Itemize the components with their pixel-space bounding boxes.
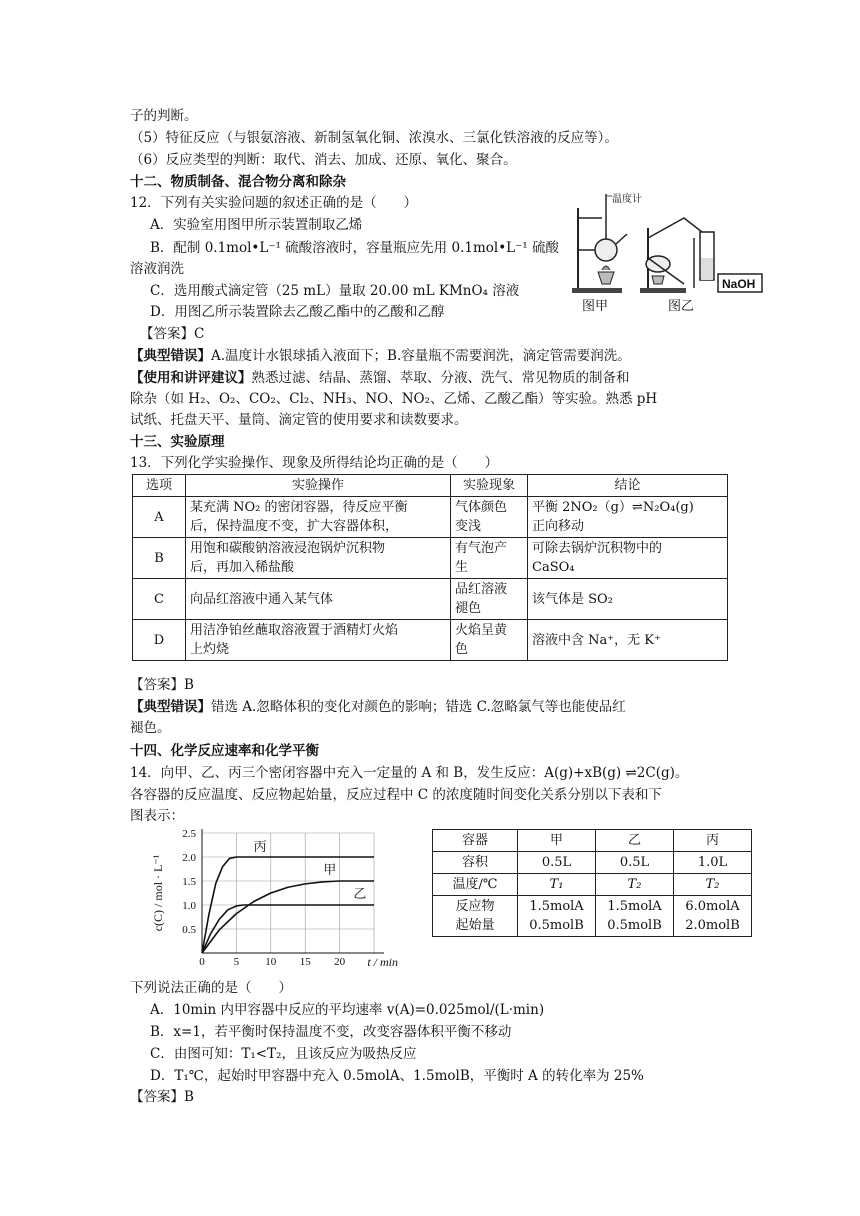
cell-text: 火焰呈黄 (455, 623, 508, 638)
typical-error-13 (130, 697, 626, 717)
apparatus-figure (572, 188, 768, 318)
table-row (133, 538, 728, 579)
experiment-table (132, 474, 728, 661)
conclusion-cell (528, 620, 728, 661)
cell-text: 上灼烧 (190, 642, 230, 657)
cell-text: 品红溶液 (455, 582, 508, 597)
table-cell (674, 896, 752, 937)
cell-text: 反应物 (455, 899, 495, 914)
cell-text: CaSO₄ (532, 560, 575, 575)
option-a: A．10min 内甲容器中反应的平均速率 v(A)=0.025mol/(L·min) (150, 1002, 545, 1018)
advice-line-3: 试纸、托盘天平、量筒、滴定管的使用要求和读数要求。 (130, 412, 468, 428)
option-c: C．由图可知：T₁<T₂，且该反应为吸热反应 (150, 1046, 417, 1062)
phenomenon-cell (451, 579, 528, 620)
x-tick-label: 5 (233, 956, 240, 968)
section-heading: 十二、物质制备、混合物分离和除杂 (130, 174, 346, 190)
cell-text: 后，再加入稀盐酸 (190, 560, 295, 575)
flask-icon (595, 239, 617, 261)
cell-text: 褪色 (455, 601, 482, 616)
series-label: 甲 (323, 863, 337, 878)
advice-line-2: 除杂（如 H₂、O₂、CO₂、Cl₂、NH₃、NO、NO₂、乙烯、乙酸乙酯）等实验。熟悉 pH (130, 391, 658, 407)
x-tick-label: 10 (265, 956, 277, 968)
table-cell: T₁ (518, 874, 596, 896)
cell-text: 1.5molA (607, 899, 662, 914)
y-tick-label: 2.0 (182, 852, 196, 864)
header-cell: 选项 (133, 475, 186, 497)
option-cell: B (133, 538, 186, 579)
table-row (133, 497, 728, 538)
table-cell: 温度/℃ (433, 874, 518, 896)
cell-text: 2.0molB (685, 918, 740, 933)
series-line (202, 881, 374, 953)
y-axis-label: c(C) / mol · L⁻¹ (151, 854, 165, 932)
table-cell: 乙 (596, 830, 674, 852)
error-label: 【典型错误】 (130, 348, 211, 364)
typical-error-12 (130, 346, 631, 366)
table-row (433, 874, 752, 896)
operation-cell (186, 579, 451, 620)
table-row (433, 830, 752, 852)
cell-text: 用饱和碳酸钠溶液浸泡锅炉沉积物 (190, 541, 386, 556)
cell-text: 正向移动 (532, 519, 585, 534)
table-row (133, 579, 728, 620)
cell-text: 气体颜色 (455, 500, 508, 515)
conclusion-cell (528, 497, 728, 538)
container-table (432, 829, 752, 937)
table-cell: 容积 (433, 852, 518, 874)
cell-text: 用洁净铂丝蘸取溶液置于酒精灯火焰 (190, 623, 399, 638)
text-line: （5）特征反应（与银氨溶液、新制氢氧化铜、浓溴水、三氯化铁溶液的反应等）。 (130, 130, 618, 146)
option-cell: A (133, 497, 186, 538)
option-c: C．选用酸式滴定管（25 mL）量取 20.00 mL KMnO₄ 溶液 (150, 283, 520, 299)
table-cell: 甲 (518, 830, 596, 852)
table-cell: 容器 (433, 830, 518, 852)
option-d: D．用图乙所示装置除去乙酸乙酯中的乙酸和乙醇 (150, 304, 445, 320)
cell-text: 起始量 (455, 918, 495, 933)
question-13: 13．下列化学实验操作、现象及所得结论均正确的是（ ） (130, 455, 499, 471)
section-heading: 十四、化学反应速率和化学平衡 (130, 743, 319, 759)
phenomenon-cell (451, 497, 528, 538)
answer-13: 【答案】B (130, 677, 194, 693)
text-line: （6）反应类型的判断：取代、消去、加成、还原、氧化、聚合。 (130, 152, 517, 168)
naoh-label: NaOH (722, 277, 756, 291)
table-cell (433, 896, 518, 937)
header-cell: 实验操作 (186, 475, 451, 497)
y-tick-label: 1.0 (182, 900, 196, 912)
operation-cell (186, 620, 451, 661)
question-stem: 下列说法正确的是（ ） (130, 980, 292, 996)
option-b: B．x=1，若平衡时保持温度不变，改变容器体积平衡不移动 (150, 1024, 512, 1040)
option-b: B．配制 0.1mol•L⁻¹ 硫酸溶液时，容量瓶应先用 0.1mol•L⁻¹ 硫酸 (150, 240, 559, 256)
cell-text: 色 (455, 642, 469, 657)
table-cell: T₂ (674, 874, 752, 896)
cell-text: 1.5molA (529, 899, 584, 914)
table-cell: 1.0L (674, 852, 752, 874)
x-tick-label: 0 (199, 956, 205, 968)
cell-text: 6.0molA (685, 899, 740, 914)
cell-text: 有气泡产 (455, 541, 508, 556)
advice-text: 熟悉过滤、结晶、蒸馏、萃取、分液、洗气、常见物质的制备和 (251, 370, 630, 386)
thermometer-label: 温度计 (612, 194, 642, 205)
table-cell: T₂ (596, 874, 674, 896)
conclusion-cell (528, 538, 728, 579)
x-tick-label: 20 (334, 956, 346, 968)
advice-line-1 (130, 368, 630, 388)
x-tick-label: 15 (299, 956, 311, 968)
option-cell: D (133, 620, 186, 661)
y-tick-label: 2.5 (182, 828, 196, 840)
phenomenon-cell (451, 538, 528, 579)
table-row (433, 896, 752, 937)
concentration-chart (146, 824, 400, 972)
cell-text: 生 (455, 560, 469, 575)
answer-14: 【答案】B (130, 1089, 194, 1105)
phenomenon-cell (451, 620, 528, 661)
option-cell: C (133, 579, 186, 620)
error-text-cont: 褪色。 (130, 720, 171, 736)
table-cell (518, 896, 596, 937)
series-label: 乙 (353, 887, 367, 902)
conclusion-cell (528, 579, 728, 620)
text-line: 子的判断。 (130, 108, 198, 124)
table-row (433, 852, 752, 874)
cell-text: 可除去锅炉沉积物中的 (532, 541, 663, 556)
figure-jia-label: 图甲 (582, 299, 609, 314)
error-text: 错选 A.忽略体积的变化对颜色的影响；错选 C.忽略氯气等也能使品红 (211, 699, 626, 715)
cell-text: 平衡 2NO₂（g）⇌N₂O₄(g) (532, 500, 694, 515)
cell-text: 该气体是 SO₂ (532, 591, 613, 607)
cell-text: 后，保持温度不变，扩大容器体积， (190, 519, 399, 534)
cell-text: 变浅 (455, 519, 482, 534)
table-cell: 丙 (674, 830, 752, 852)
cell-text: 0.5molB (529, 918, 584, 933)
table-cell: 0.5L (596, 852, 674, 874)
option-b-cont: 溶液润洗 (130, 261, 184, 277)
option-d: D．T₁℃，起始时甲容器中充入 0.5molA、1.5molB，平衡时 A 的转化率为 25% (150, 1068, 644, 1084)
answer-12: 【答案】C (140, 326, 205, 342)
section-heading: 十三、实验原理 (130, 434, 225, 450)
cell-text: 溶液中含 Na⁺，无 K⁺ (532, 632, 661, 648)
series-label: 丙 (253, 840, 267, 855)
operation-cell (186, 538, 451, 579)
table-cell (596, 896, 674, 937)
question-14: 14．向甲、乙、丙三个密闭容器中充入一定量的 A 和 B，发生反应：A(g)+xB(g) ⇌2C(g)。 (130, 765, 689, 781)
option-a: A．实验室用图甲所示装置制取乙烯 (150, 217, 363, 233)
question-14-cont: 图表示： (130, 808, 184, 824)
header-cell: 结论 (528, 475, 728, 497)
operation-cell (186, 497, 451, 538)
question-12: 12．下列有关实验问题的叙述正确的是（ ） (130, 195, 418, 211)
question-14-cont: 各容器的反应温度、反应物起始量，反应过程中 C 的浓度随时间变化关系分别以下表和下 (130, 787, 662, 803)
error-text: A.温度计水银球插入液面下；B.容量瓶不需要润洗，滴定管需要润洗。 (211, 348, 631, 364)
table-cell: 0.5L (518, 852, 596, 874)
x-axis-label: t / min (367, 955, 398, 969)
advice-label: 【使用和讲评建议】 (130, 370, 252, 386)
cell-text: 向品红溶液中通入某气体 (190, 591, 334, 607)
error-label: 【典型错误】 (130, 699, 211, 715)
figure-yi-label: 图乙 (668, 299, 695, 314)
y-tick-label: 0.5 (182, 924, 196, 936)
y-tick-label: 1.5 (182, 876, 196, 888)
cell-text: 0.5molB (607, 918, 662, 933)
header-cell: 实验现象 (451, 475, 528, 497)
table-header (133, 475, 728, 497)
cell-text: 某充满 NO₂ 的密闭容器，待反应平衡 (190, 500, 408, 515)
table-row (133, 620, 728, 661)
